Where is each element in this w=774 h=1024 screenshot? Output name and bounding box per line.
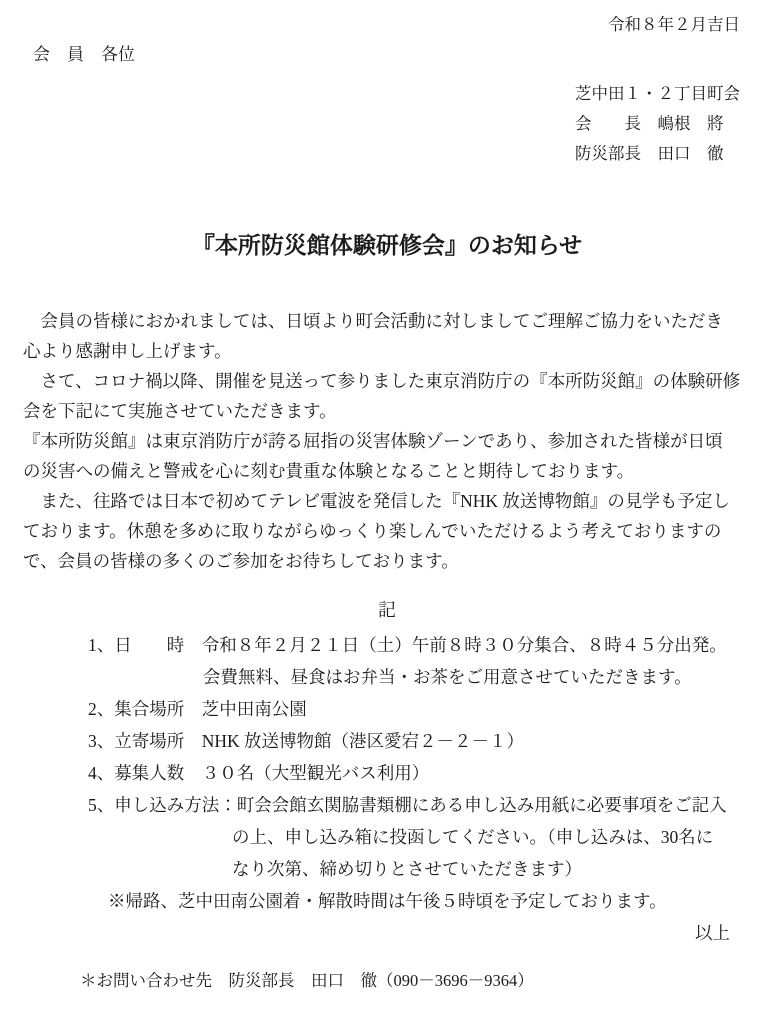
document-date: 令和８年２月吉日 [608,15,740,34]
notice-line: 2、集合場所 芝中田南公園 [88,699,307,719]
body-line: 会を下記にて実施させていただきます。 [23,401,337,421]
body-line: で、会員の皆様の多くのご参加をお待ちしております。 [23,551,459,571]
body-line: さて、コロナ禍以降、開催を見送って参りました東京消防庁の『本所防災館』の体験研修 [23,371,741,391]
sender-line: 防災部長 田口 徹 [575,144,724,163]
contact-info: ＊お問い合わせ先 防災部長 田口 徹（090－3696－9364） [80,971,534,990]
notice-line: 1、日 時 令和８年２月２１日（土）午前８時３０分集合、８時４５分出発。 [88,635,727,655]
page-title: 『本所防災館体験研修会』のお知らせ [191,233,583,258]
notice-list [23,629,774,917]
notice-line: の上、申し込み箱に投函してください。（申し込みは、30名に [232,827,714,847]
notice-line: 4、募集人数 ３０名（大型観光バス利用） [88,763,430,783]
body-line: 心より感謝申し上げます。 [23,341,232,361]
closing-text: 以上 [695,923,730,943]
notice-line: 会費無料、昼食はお弁当・お茶をご用意させていただきます。 [203,667,692,687]
sender-line: 会 長 嶋根 將 [575,114,724,133]
body-line: 会員の皆様におかれましては、日頃より町会活動に対しましてご理解ご協力をいただき [23,311,723,331]
sender-line: 芝中田１・２丁目町会 [575,84,740,103]
notice-heading: 記 [378,600,396,620]
notice-line: ※帰路、芝中田南公園着・解散時間は午後５時頃を予定しております。 [108,891,667,911]
addressee: 会 員 各位 [33,45,135,64]
body-text [23,306,774,576]
notice-line: 3、立寄場所 NHK 放送博物館（港区愛宕２－２－１） [88,731,525,751]
body-line: ております。休憩を多めに取りながらゆっくり楽しんでいただけるよう考えておりますの [23,521,722,541]
body-line: 『本所防災館』は東京消防庁が誇る屈指の災害体験ゾーンであり、参加された皆様が日頃 [23,431,723,451]
sender-block [575,79,740,169]
body-line: の災害への備えと警戒を心に刻む貴重な体験となることと期待しております。 [23,461,635,481]
notice-line: なり次第、締め切りとさせていただきます） [232,859,582,879]
notice-line: 5、申し込み方法：町会会館玄関脇書類棚にある申し込み用紙に必要事項をご記入 [88,795,727,815]
body-line: また、往路では日本で初めてテレビ電波を発信した『NHK 放送博物館』の見学も予定し [23,491,730,511]
